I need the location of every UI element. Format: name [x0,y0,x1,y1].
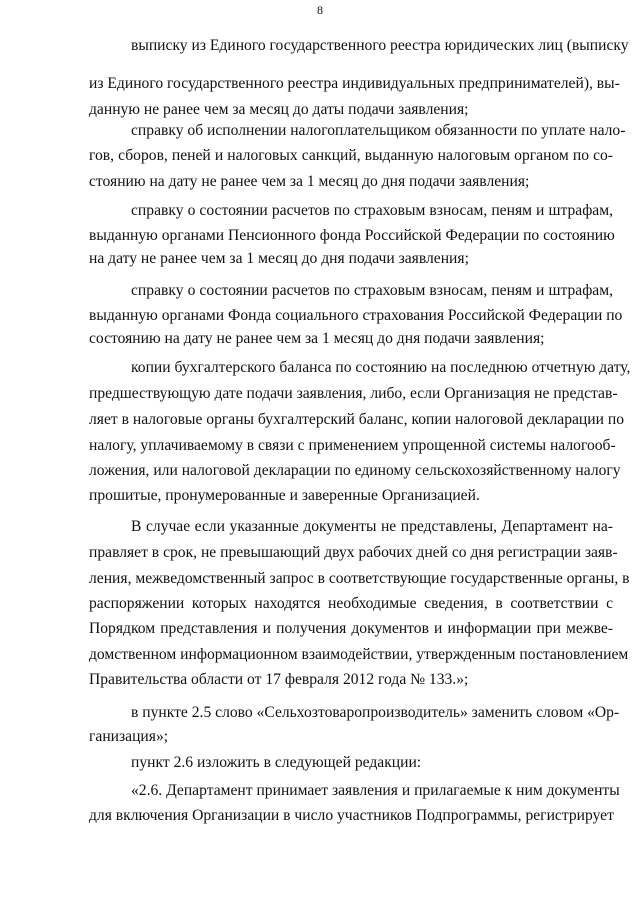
text-line: распоряжении которых находятся необходимые сведения, в соответствии с [89,595,613,612]
text-line: справку об исполнении налогоплательщиком обязанности по уплате нало- [131,122,626,139]
text-line: для включения Организации в число участников Подпрограммы, регистрирует [89,807,614,824]
text-line: выданную органами Пенсионного фонда Российской Федерации по состоянию [89,227,615,244]
text-line: Порядком представления и получения документов и информации при межве- [89,620,613,637]
text-line: правляет в срок, не превышающий двух рабочих дней со дня регистрации заяв- [89,544,618,561]
text-line: стоянию на дату не ранее чем за 1 месяц до дня подачи заявления; [89,173,530,190]
text-line: копии бухгалтерского баланса по состоянию на последнюю отчетную дату, [131,359,631,376]
text-line: на дату не ранее чем за 1 месяц до дня подачи заявления; [89,250,469,267]
text-line: В случае если указанные документы не представлены, Департамент на- [131,518,613,535]
text-line: ления, межведомственный запрос в соответствующие государственные органы, в [89,570,630,587]
text-line: гов, сборов, пеней и налоговых санкций, выданную налоговым органом по со- [89,147,613,164]
text-line: налогу, уплачиваемому в связи с применением упрощенной системы налогооб- [89,437,616,454]
text-line: справку о состоянии расчетов по страховым взносам, пеням и штрафам, [131,202,613,219]
text-line: пункт 2.6 изложить в следующей редакции: [131,754,422,771]
text-line: выписку из Единого государственного реестра юридических лиц (выписку [131,37,629,54]
text-line: справку о состоянии расчетов по страховым взносам, пеням и штрафам, [131,282,613,299]
text-line: состоянию на дату не ранее чем за 1 месяц до дня подачи заявления; [89,330,545,347]
text-line: в пункте 2.5 слово «Сельхозтоваропроизводитель» заменить словом «Ор- [131,704,620,721]
text-line: выданную органами Фонда социального страхования Российской Федерации по [89,307,623,324]
text-line: домственном информационном взаимодействии, утвержденным постановлением [89,646,629,663]
text-line: прошитые, пронумерованные и заверенные Организацией. [89,487,480,504]
text-line: ляет в налоговые органы бухгалтерский баланс, копии налоговой декларации по [89,411,624,428]
text-line: «2.6. Департамент принимает заявления и прилагаемые к ним документы [131,782,620,799]
text-line: предшествующую дате подачи заявления, либо, если Организация не представ- [89,385,618,402]
page-number: 8 [317,3,323,17]
text-line: ганизация»; [89,728,169,745]
text-line: данную не ранее чем за месяц до даты подачи заявления; [89,101,469,118]
text-line: Правительства области от 17 февраля 2012 года № 133.»; [89,671,469,688]
text-line: ложения, или налоговой декларации по единому сельскохозяйственному налогу [89,462,621,479]
text-line: из Единого государственного реестра индивидуальных предпринимателей), вы- [89,75,620,92]
